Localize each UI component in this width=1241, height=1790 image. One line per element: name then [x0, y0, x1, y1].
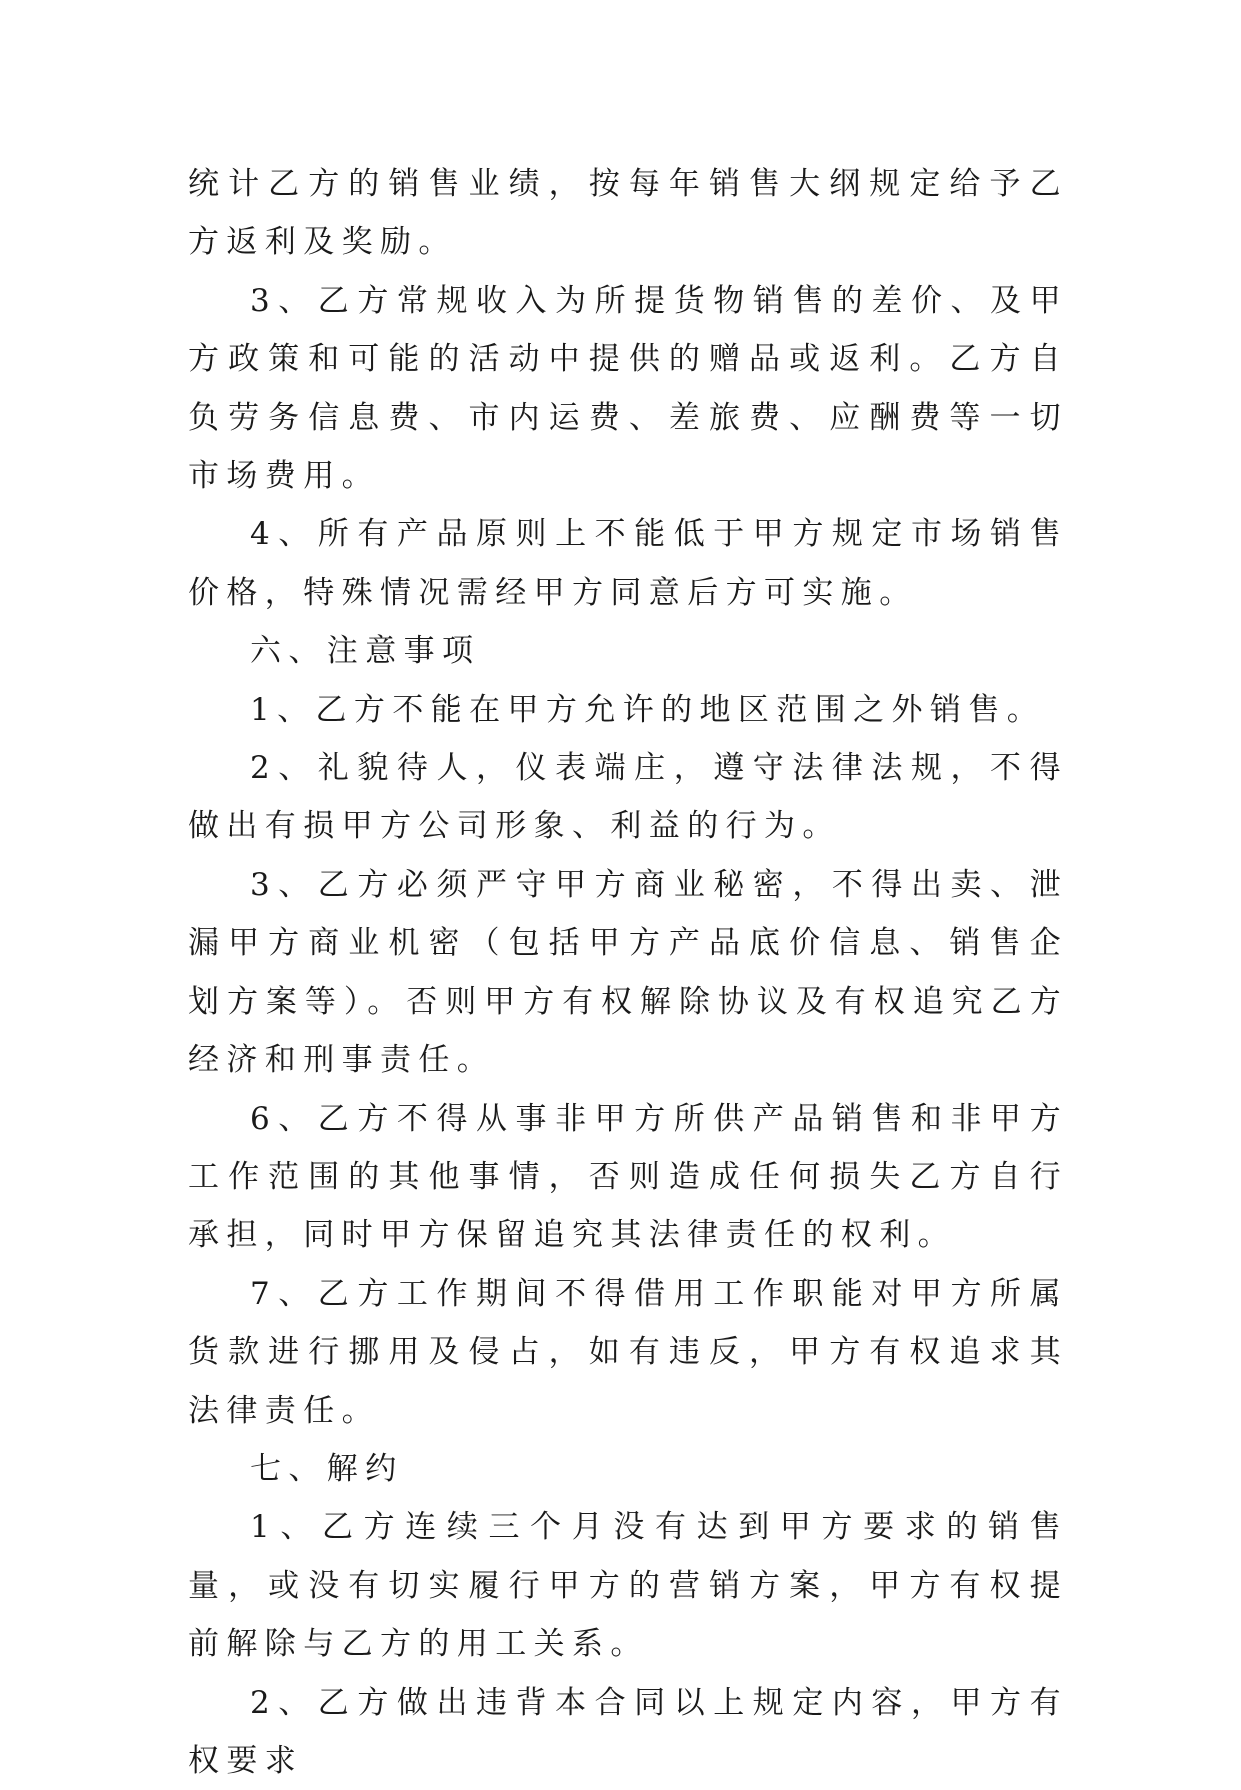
paragraph-notes-3-secrets: 3、乙方必须严守甲方商业秘密，不得出卖、泄漏甲方商业机密（包括甲方产品底价信息、销售企划方案等）。否则甲方有权解除协议及有权追究乙方经济和刑事责任。 [188, 866, 1068, 1079]
paragraph-termination-1: 1、乙方连续三个月没有达到甲方要求的销售量，或没有切实履行甲方的营销方案，甲方有权提前解除与乙方的用工关系。 [188, 1509, 1068, 1663]
paragraph-notes-7-funds: 7、乙方工作期间不得借用工作职能对甲方所属货款进行挪用及侵占，如有违反，甲方有权追求其法律责任。 [188, 1275, 1068, 1429]
paragraph-notes-2-conduct: 2、礼貌待人，仪表端庄，遵守法律法规，不得做出有损甲方公司形象、利益的行为。 [188, 750, 1068, 845]
section-heading-notes: 六、注意事项 [250, 633, 481, 670]
paragraph-clause-3-income: 3、乙方常规收入为所提货物销售的差价、及甲方政策和可能的活动中提供的赠品或返利。乙方自负劳务信息费、市内运费、差旅费、应酬费等一切市场费用。 [188, 282, 1068, 495]
document-body [188, 155, 1068, 1790]
paragraph-notes-1-region: 1、乙方不能在甲方允许的地区范围之外销售。 [250, 691, 1046, 728]
paragraph-clause-4-pricing: 4、所有产品原则上不能低于甲方规定市场销售价格，特殊情况需经甲方同意后方可实施。 [188, 516, 1068, 611]
paragraph-sales-rebate: 统计乙方的销售业绩，按每年销售大纲规定给予乙方返利及奖励。 [188, 166, 1068, 261]
paragraph-notes-6-scope: 6、乙方不得从事非甲方所供产品销售和非甲方工作范围的其他事情，否则造成任何损失乙方自行承担，同时甲方保留追究其法律责任的权利。 [188, 1100, 1068, 1254]
section-heading-termination: 七、解约 [250, 1450, 404, 1487]
paragraph-termination-2: 2、乙方做出违背本合同以上规定内容，甲方有权要求 [188, 1684, 1068, 1779]
